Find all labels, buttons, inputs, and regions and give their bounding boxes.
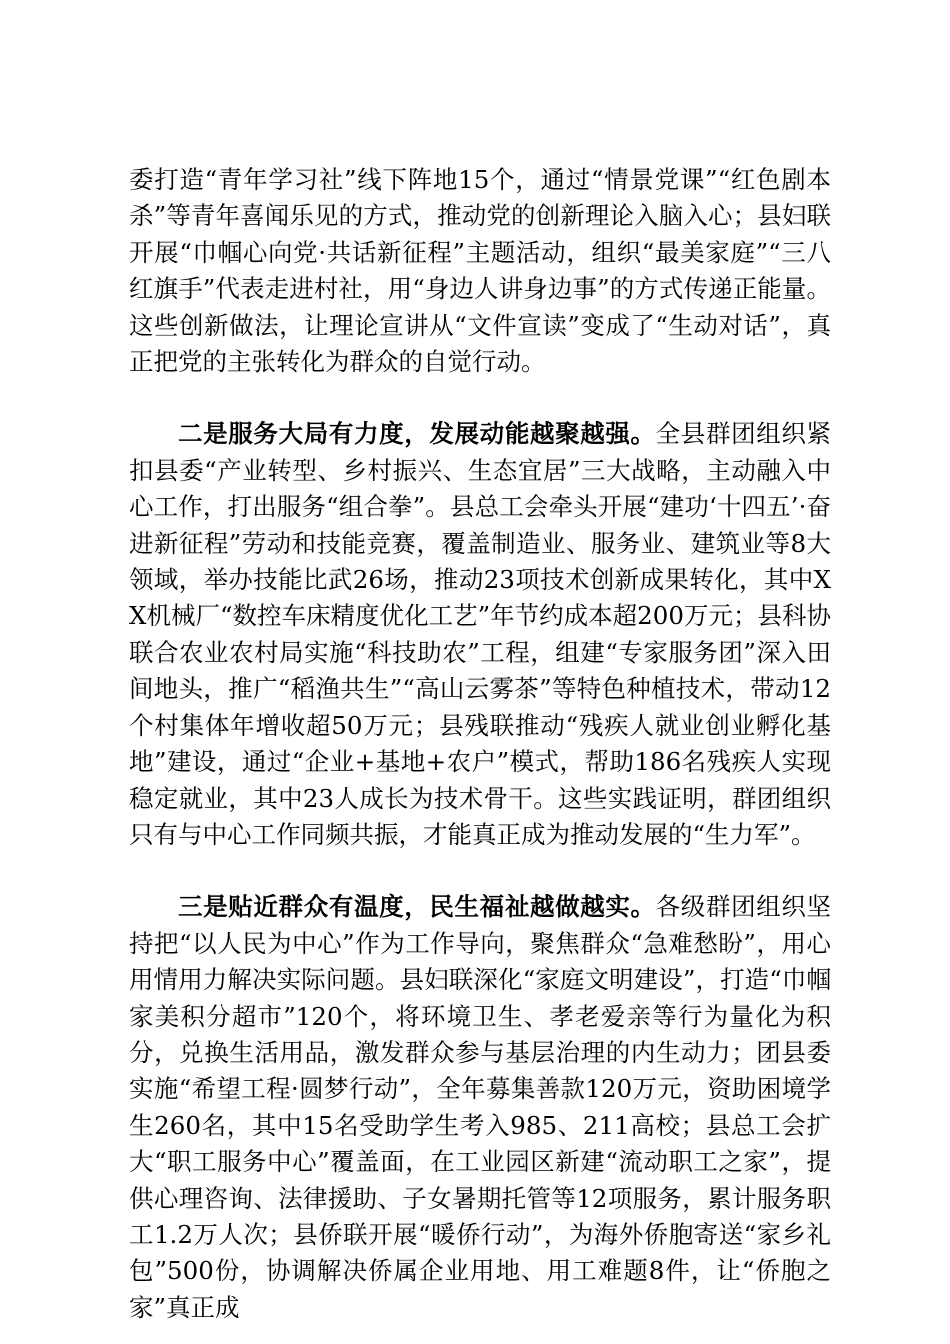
paragraph-text: 委打造“青年学习社”线下阵地15个，通过“情景党课”“红色剧本杀”等青年喜闻乐见的方式，推动党的创新理论入脑入心；县妇联开展“巾帼心向党·共话新征程”主题活动，组织“最美家庭”“三八红旗手”代表走进村社，用“身边人讲身边事”的方式传递正能量。这些创新做法，让理论宣讲从“文件宣读”变成了“生动对话”，真正把党的主张转化为群众的自觉行动。 <box>129 165 831 377</box>
paragraph-heading: 三是贴近群众有温度，民生福祉越做越实。 <box>178 892 656 922</box>
paragraph-continuation <box>129 162 831 380</box>
paragraph-close-to-people <box>129 889 831 1326</box>
paragraph-text: 各级群团组织坚持把“以人民为中心”作为工作导向，聚焦群众“急难愁盼”，用心用情用力解决实际问题。县妇联深化“家庭文明建设”，打造“巾帼家美积分超市”120个，将环境卫生、孝老爱亲等行为量化为积分，兑换生活用品，激发群众参与基层治理的内生动力；团县委实施“希望工程·圆梦行动”，全年募集善款120万元，资助困境学生260名，其中15名受助学生考入985、211高校；县总工会扩大“职工服务中心”覆盖面，在工业园区新建“流动职工之家”，提供心理咨询、法律援助、子女暑期托管等12项服务，累计服务职工1.2万人次；县侨联开展“暖侨行动”，为海外侨胞寄送“家乡礼包”500份，协调解决侨属企业用地、用工难题8件，让“侨胞之家”真正成 <box>129 892 832 1322</box>
document-body <box>129 162 831 1326</box>
paragraph-heading: 二是服务大局有力度，发展动能越聚越强。 <box>178 419 656 449</box>
paragraph-text: 全县群团组织紧扣县委“产业转型、乡村振兴、生态宜居”三大战略，主动融入中心工作，打出服务“组合拳”。县总工会牵头开展“建功‘十四五’·奋进新征程”劳动和技能竞赛，覆盖制造业、服务业、建筑业等8大领域，举办技能比武26场，推动23项技术创新成果转化，其中XX机械厂“数控车床精度优化工艺”年节约成本超200万元；县科协联合农业农村局实施“科技助农”工程，组建“专家服务团”深入田间地头，推广“稻渔共生”“高山云雾茶”等特色种植技术，带动12个村集体年增收超50万元；县残联推动“残疾人就业创业孵化基地”建设，通过“企业+基地+农户”模式，帮助186名残疾人实现稳定就业，其中23人成长为技术骨干。这些实践证明，群团组织只有与中心工作同频共振，才能真正成为推动发展的“生力军”。 <box>129 419 832 849</box>
paragraph-service-overall <box>129 416 831 853</box>
